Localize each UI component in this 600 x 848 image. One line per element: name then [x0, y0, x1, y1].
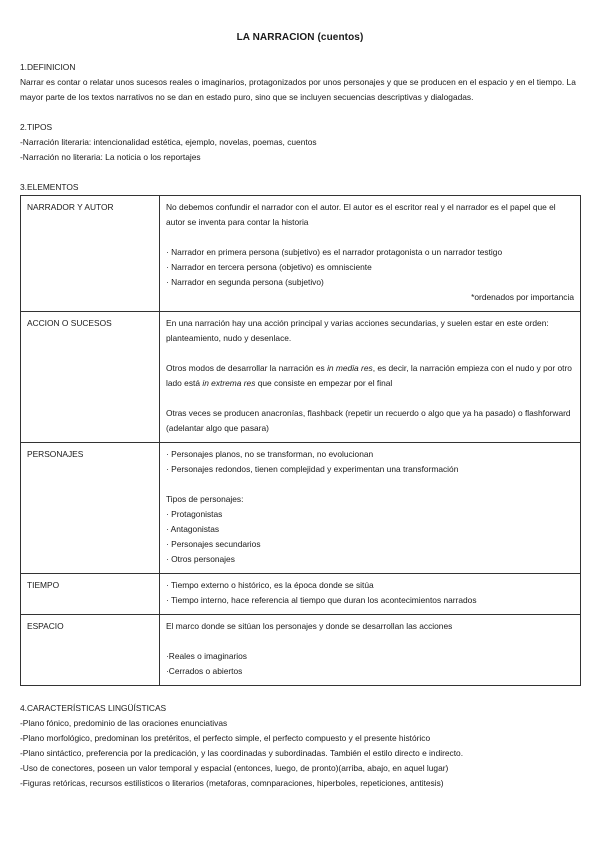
personajes-tipo: · Protagonistas	[166, 509, 223, 519]
tiempo-item: · Tiempo externo o histórico, es la época donde se sitúa	[166, 580, 374, 590]
personajes-item: · Personajes redondos, tienen complejidad y experimentan una transformación	[166, 464, 459, 474]
acciones-p2-b: , es decir, la narración empieza con el nudo y por otro lado está	[166, 363, 572, 388]
acciones-p2	[166, 361, 574, 391]
caracteristicas-item: -Uso de conectores, poseen un valor temporal y espacial (entonces, luego, de pronto)(arriba, abajo, en aquel lugar)	[20, 763, 449, 773]
narrador-intro: No debemos confundir el narrador con el autor. El autor es el escritor real y el narrador es el papel que el autor se inventa para contar la historia	[166, 202, 556, 227]
table-row	[21, 574, 581, 615]
acciones-p1: En una narración hay una acción principal y varias acciones secundarias, y suelen estar en este orden: planteamiento, nudo y desenlace.	[166, 318, 549, 343]
narrador-item: · Narrador en segunda persona (subjetivo)	[166, 277, 324, 287]
caracteristicas-item: -Plano sintáctico, preferencia por la predicación, y las coordinadas y subordinadas. También el estilo directo e indirecto.	[20, 748, 464, 758]
personajes-tipo: · Antagonistas	[166, 524, 220, 534]
acciones-p3: Otras veces se producen anacronías, flashback (repetir un recuerdo o algo que ya ha pasado) o flashforward (adelantar algo que pasara)	[166, 408, 571, 433]
caracteristicas-item: -Plano morfológico, predominan los pretéritos, el perfecto simple, el perfecto compuesto y el presente histórico	[20, 733, 431, 743]
acciones-p2-c: que consiste en empezar por el final	[255, 378, 393, 388]
narrador-note: *ordenados por importancia	[471, 292, 574, 302]
personajes-label: PERSONAJES	[21, 443, 160, 574]
espacio-item: ·Reales o imaginarios	[166, 651, 247, 661]
personajes-item: · Personajes planos, no se transforman, no evolucionan	[166, 449, 374, 459]
tiempo-cell	[160, 574, 581, 615]
caracteristicas-item: -Plano fónico, predominio de las oraciones enunciativas	[20, 718, 228, 728]
acciones-p2-a: Otros modos de desarrollar la narración es	[166, 363, 328, 373]
tipos-heading: 2.TIPOS	[20, 122, 53, 132]
tipos-item: -Narración no literaria: La noticia o los reportajes	[20, 152, 201, 162]
in-media-res-term: in media res	[327, 363, 373, 373]
narrador-cell	[160, 196, 581, 312]
definicion-text: Narrar es contar o relatar unos sucesos reales o imaginarios, protagonizados por unos personajes y que se producen en el espacio y en el tiempo. La mayor parte de los textos narrativos no se dan en estado puro, sino que se incluyen secuencias descriptivas y dialogadas.	[20, 77, 576, 102]
tiempo-label: TIEMPO	[21, 574, 160, 615]
document-page	[20, 22, 580, 791]
narrador-item: · Narrador en tercera persona (objetivo) es omnisciente	[166, 262, 372, 272]
personajes-tipo: · Personajes secundarios	[166, 539, 261, 549]
table-row	[21, 312, 581, 443]
tipos-item: -Narración literaria: intencionalidad estética, ejemplo, novelas, poemas, cuentos	[20, 137, 317, 147]
caracteristicas-heading: 4.CARACTERÍSTICAS LINGÜÍSTICAS	[20, 703, 167, 713]
narrador-label: NARRADOR Y AUTOR	[21, 196, 160, 312]
table-row	[21, 443, 581, 574]
espacio-text: El marco donde se sitúan los personajes y donde se desarrollan las acciones	[166, 621, 453, 631]
espacio-cell	[160, 615, 581, 686]
in-extrema-res-term: in extrema res	[202, 378, 256, 388]
definicion-heading: 1.DEFINICION	[20, 62, 76, 72]
table-row	[21, 196, 581, 312]
elementos-table	[20, 195, 581, 686]
narrador-item: · Narrador en primera persona (subjetivo) es el narrador protagonista o un narrador testigo	[166, 247, 503, 257]
document-title: LA NARRACION (cuentos)	[236, 32, 364, 43]
elementos-heading: 3.ELEMENTOS	[20, 182, 79, 192]
personajes-tipos-heading: Tipos de personajes:	[166, 494, 244, 504]
acciones-label: ACCION O SUCESOS	[21, 312, 160, 443]
personajes-tipo: · Otros personajes	[166, 554, 235, 564]
table-row	[21, 615, 581, 686]
tiempo-item: · Tiempo interno, hace referencia al tiempo que duran los acontecimientos narrados	[166, 595, 477, 605]
caracteristicas-item: -Figuras retóricas, recursos estilísticos o literarios (metaforas, comnparaciones, hiperboles, repeticiones, antitesis)	[20, 778, 444, 788]
acciones-cell	[160, 312, 581, 443]
espacio-item: ·Cerrados o abiertos	[166, 666, 243, 676]
personajes-cell	[160, 443, 581, 574]
espacio-label: ESPACIO	[21, 615, 160, 686]
